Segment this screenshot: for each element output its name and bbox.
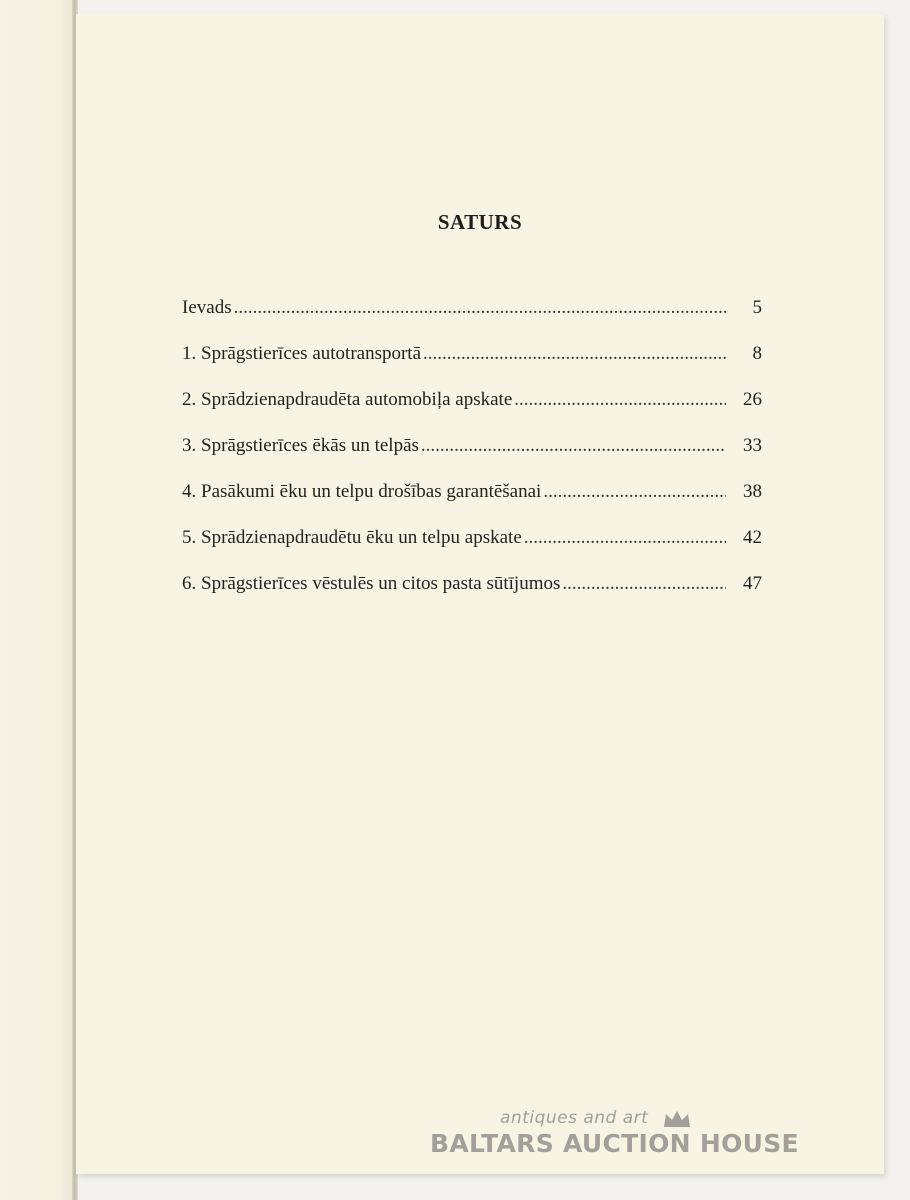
toc-entry <box>182 527 762 573</box>
toc-leader-dots <box>423 343 726 365</box>
toc-entry-page: 42 <box>743 527 762 548</box>
toc-list <box>182 297 762 619</box>
toc-leader-dots <box>543 481 726 503</box>
book-page <box>76 14 884 1174</box>
toc-entry-page: 47 <box>743 573 762 594</box>
toc-entry <box>182 435 762 481</box>
watermark <box>430 1108 850 1168</box>
toc-leader-dots <box>562 573 726 595</box>
toc-entry-page: 5 <box>752 297 762 318</box>
toc-entry-title: 5. Sprādzienapdraudētu ēku un telpu apskate <box>182 527 522 548</box>
left-page <box>0 0 75 1200</box>
toc-entry <box>182 343 762 389</box>
toc-entry-title: 6. Sprāgstierīces vēstulēs un citos pasta sūtījumos <box>182 573 561 594</box>
crown-icon <box>662 1109 692 1129</box>
toc-leader-dots <box>421 435 726 457</box>
toc-entry-title: 3. Sprāgstierīces ēkās un telpās <box>182 435 419 456</box>
watermark-brand: BALTARS AUCTION HOUSE <box>430 1129 799 1158</box>
toc-entry-title: 1. Sprāgstierīces autotransportā <box>182 343 422 364</box>
toc-entry-page: 38 <box>743 481 762 502</box>
toc-entry-page: 33 <box>743 435 762 456</box>
toc-entry-title: 2. Sprādzienapdraudēta automobiļa apskate <box>182 389 513 410</box>
toc-entry-title: Ievads <box>182 297 232 318</box>
toc-leader-dots <box>514 389 726 411</box>
toc-entry-title: 4. Pasākumi ēku un telpu drošības garantēšanai <box>182 481 542 502</box>
toc-entry <box>182 297 762 343</box>
toc-title: SATURS <box>437 210 523 234</box>
toc-entry-page: 8 <box>752 343 762 364</box>
page-content <box>76 14 884 1174</box>
toc-entry <box>182 481 762 527</box>
toc-leader-dots <box>234 297 726 319</box>
watermark-tagline: antiques and art <box>500 1108 649 1128</box>
toc-entry <box>182 573 762 619</box>
toc-leader-dots <box>524 527 726 549</box>
toc-entry <box>182 389 762 435</box>
toc-entry-page: 26 <box>743 389 762 410</box>
